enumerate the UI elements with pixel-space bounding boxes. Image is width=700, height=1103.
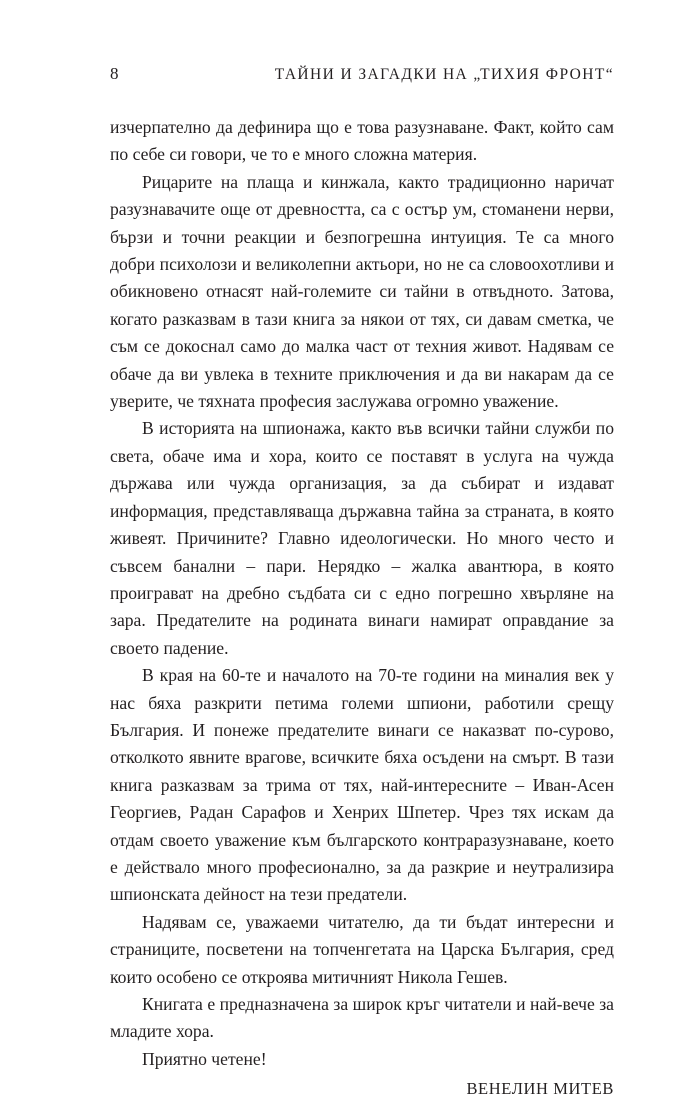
paragraph: Рицарите на плаща и кинжала, както традиционно наричат разузнавачите още от древността, са с остър ум, стоманени нерви, бързи и точни реакции и безпогрешна интуиция. Те са много добри психолози и великолепни актьори, но не са словоохотливи и обикновено отнасят най-големите си тайни в отвъдното. Затова, когато разказвам в тази книга за някои от тях, си давам сметка, че съм се докоснал само до малка част от техния живот. Надявам се обаче да ви увлека в техните приключения и да ви накарам да се уверите, че тяхната професия заслужава огромно уважение.	[110, 171, 614, 412]
paragraph: Книгата е предназначена за широк кръг читатели и най-вече за младите хора.	[110, 994, 614, 1042]
author-signature: ВЕНЕЛИН МИТЕВ	[466, 1079, 614, 1099]
paragraph: Надявам се, уважаеми читателю, да ти бъдат интересни и страниците, посветени на топченгетата на Царска България, сред които особено се откроява митичният Никола Гешев.	[110, 911, 614, 987]
body-text	[110, 114, 614, 1103]
page-header	[110, 64, 614, 84]
page-number: 8	[110, 64, 119, 83]
closing-line: Приятно четене!	[142, 1048, 267, 1069]
paragraph: В историята на шпионажа, както във всички тайни служби по света, обаче има и хора, които се поставят в услуга на чужда държава или чужда организация, за да събират и издават информация, представляваща държавна тайна за страната, в която живеят. Причините? Главно идеологически. Но много често и съвсем банални – пари. Нерядко – жалка авантюра, в която проиграват на дребно съдбата си с едно погрешно хвърляне на зара. Предателите на родината винаги намират оправдание за своето падение.	[110, 418, 614, 658]
paragraph-continuation: изчерпателно да дефинира що е това разузнаване. Факт, който сам по себе си говори, че то е много сложна материя.	[110, 117, 614, 165]
paragraph: В края на 60-те и началото на 70-те години на миналия век у нас бяха разкрити петима големи шпиони, работили срещу България. И понеже предателите винаги се наказват по-сурово, отколкото явните врагове, всичките бяха осъдени на смърт. В тази книга разказвам за трима от тях, най-интересните – Иван-Асен Георгиев, Радан Сарафов и Хенрих Шпетер. Чрез тях искам да отдам своето уважение към българското контраразузнаване, което е действало много професионално, за да разкрие и неутрализира шпионската дейност на тези предатели.	[110, 665, 614, 905]
running-title: ТАЙНИ И ЗАГАДКИ НА „ТИХИЯ ФРОНТ“	[274, 66, 614, 83]
